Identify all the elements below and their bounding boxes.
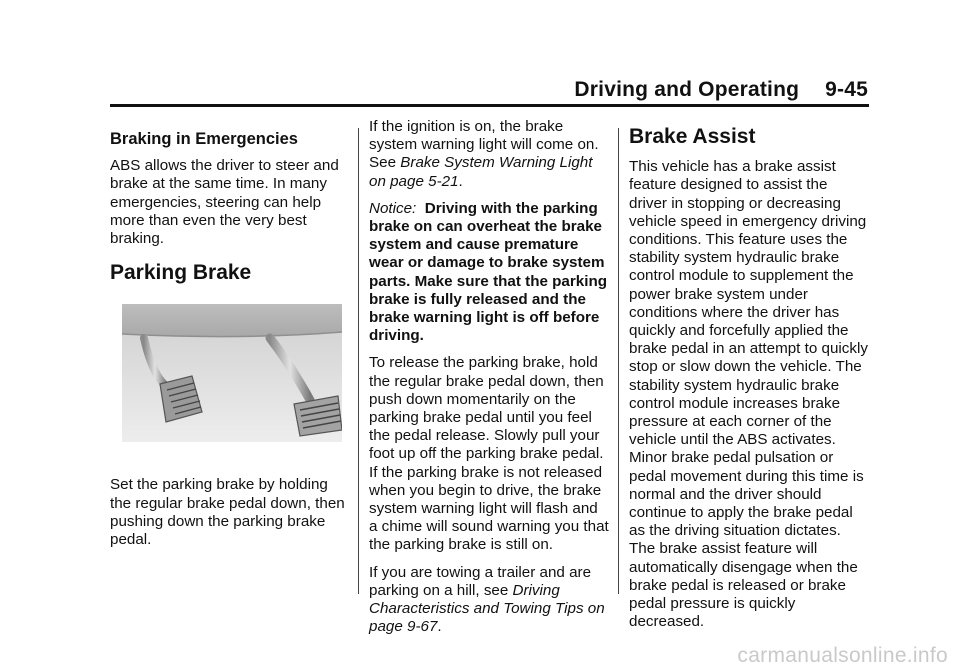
- header-rule: [110, 104, 869, 107]
- ignition-text: If the ignition is on, the brake system warning light will come on. See: [369, 118, 599, 172]
- braking-emergencies-text: ABS allows the driver to steer and brake at the same time. In many emergencies, steering can help more than even the very best braking.: [110, 157, 339, 248]
- brake-assist-heading: Brake Assist: [629, 125, 756, 148]
- notice-text: Driving with the parking brake on can overheat the brake system and cause premature wear or damage to brake system parts. Make sure that the parking brake is fully released and the brake warning light is off before driving.: [369, 199, 608, 345]
- towing-tips-link[interactable]: Driving Characteristics and Towing Tips on page 9-67: [369, 581, 605, 636]
- notice-paragraph: [369, 200, 609, 346]
- section-title: Driving and Operating: [574, 78, 800, 101]
- notice-label: Notice:: [369, 199, 417, 217]
- column-1: [110, 118, 350, 558]
- brake-assist-text: This vehicle has a brake assist feature designed to assist the driver in stopping or decreasing vehicle speed in emergency driving conditions. This feature uses the stability system hydraulic brake control module to supplement the power brake system under conditions where the driver has quickly and forcefully applied the brake pedal in an attempt to quickly stop or slow down the vehicle. The stability system hydraulic brake control module increases brake pressure at each corner of the vehicle until the ABS activates. Minor brake pedal pulsation or pedal movement during this time is normal and the driver should continue to apply the brake pedal as the driving situation dictates. The brake assist feature will automatically disengage when the brake pedal is released or brake pedal pressure is quickly decreased.: [629, 158, 868, 631]
- column-3: [629, 118, 869, 640]
- column-divider-1: [358, 128, 359, 594]
- page-header: [574, 78, 868, 102]
- page-number: 9-45: [825, 78, 868, 101]
- release-paragraph: To release the parking brake, hold the regular brake pedal down, then push down momentarily on the parking brake pedal until you feel the pedal release. Slowly pull your foot up off the parking brake pedal. If the parking brake is not released when you begin to drive, the brake system warning light will flash and a chime will sound warning you that the parking brake is still on.: [369, 354, 609, 554]
- braking-emergencies-heading: Braking in Emergencies: [110, 130, 298, 148]
- column-divider-2: [618, 128, 619, 594]
- towing-paragraph: [369, 564, 609, 637]
- column-2: [369, 118, 609, 645]
- brake-warning-light-link[interactable]: Brake System Warning Light on page 5-21: [369, 154, 593, 190]
- towing-text: If you are towing a trailer and are parking on a hill, see: [369, 563, 592, 599]
- parking-brake-text: Set the parking brake by holding the regular brake pedal down, then pushing down the parking brake pedal.: [110, 476, 345, 549]
- parking-brake-heading: Parking Brake: [110, 261, 252, 285]
- towing-text-end: .: [437, 618, 442, 636]
- parking-brake-pedal-illustration: [122, 304, 342, 442]
- watermark: carmanualsonline.info: [737, 644, 948, 667]
- ignition-paragraph: [369, 118, 609, 191]
- ignition-text-end: .: [458, 172, 463, 190]
